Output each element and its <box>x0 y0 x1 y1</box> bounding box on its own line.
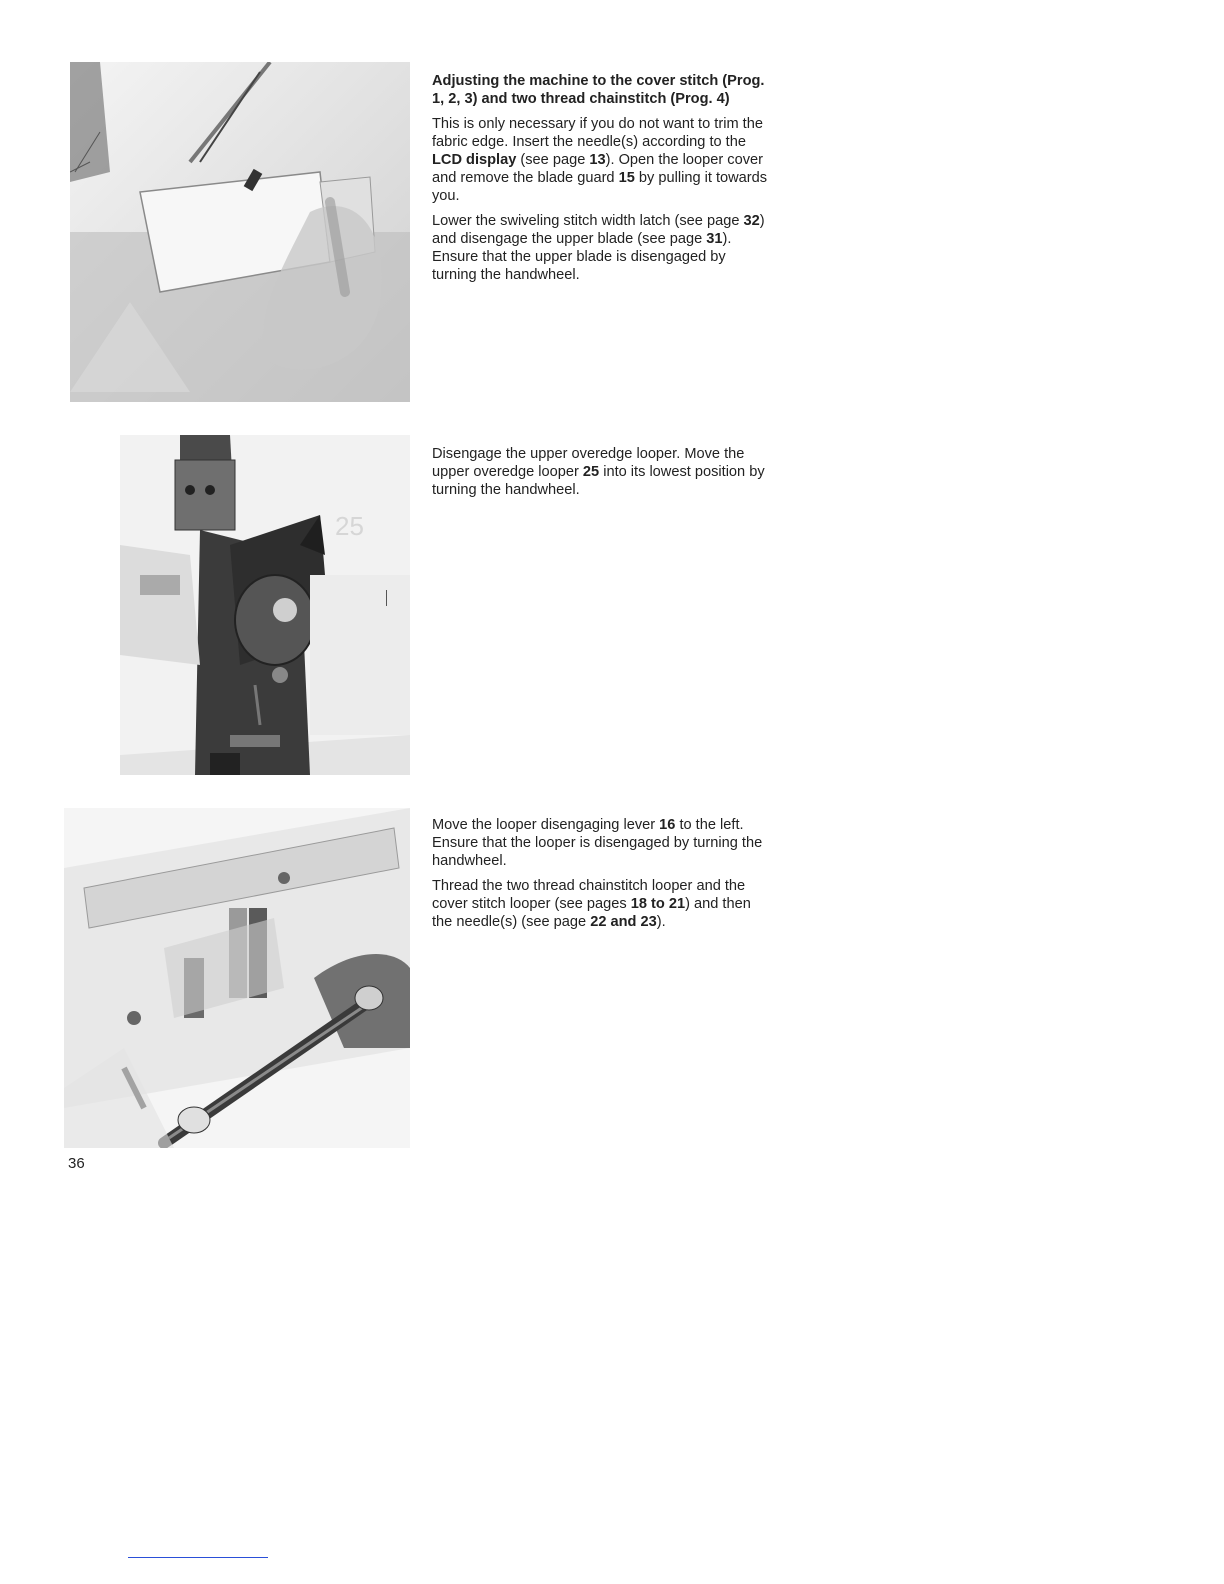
photo-looper-lever <box>64 808 410 1148</box>
section-upper-looper <box>432 445 772 506</box>
paragraph: Lower the swiveling stitch width latch (see page 32) and disengage the upper blade (see page 31). Ensure that the upper blade is disengaged by turning the handwheel. <box>432 213 765 283</box>
bold-reference: 13 <box>589 152 606 168</box>
bold-reference: 32 <box>743 213 760 229</box>
section-looper-lever <box>432 816 772 938</box>
callout-label-25: 25 <box>335 511 364 541</box>
paragraph: Thread the two thread chainstitch looper and the cover stitch looper (see pages 18 to 21) and then the needle(s) (see page 22 and 23). <box>432 878 751 930</box>
bold-reference: 22 and 23 <box>590 914 657 930</box>
divider-mark <box>386 590 387 606</box>
paragraph: Disengage the upper overedge looper. Move the upper overedge looper 25 into its lowest position by turning the handwheel. <box>432 446 765 498</box>
section-heading: Adjusting the machine to the cover stitch (Prog. 1, 2, 3) and two thread chainstitch (Prog. 4) <box>432 73 765 107</box>
bold-reference: LCD display <box>432 152 517 168</box>
bold-reference: 31 <box>706 231 723 247</box>
bold-reference: 18 to 21 <box>630 896 686 912</box>
bold-reference: 16 <box>659 817 676 833</box>
section-cover-stitch-setup <box>432 72 772 291</box>
paragraph: This is only necessary if you do not want to trim the fabric edge. Insert the needle(s) according to the LCD display (see page 13). Open the looper cover and remove the blade guard 15 by pulling it towards you. <box>432 116 768 204</box>
bold-reference: 25 <box>582 464 600 480</box>
photo-upper-looper <box>120 435 410 775</box>
footer-rule <box>128 1557 268 1558</box>
page-number: 36 <box>68 1155 85 1172</box>
bold-reference: 15 <box>618 170 635 186</box>
photo-blade-guard <box>70 62 410 402</box>
paragraph: Move the looper disengaging lever 16 to the left. Ensure that the looper is disengaged by turning the handwheel. <box>432 817 763 869</box>
